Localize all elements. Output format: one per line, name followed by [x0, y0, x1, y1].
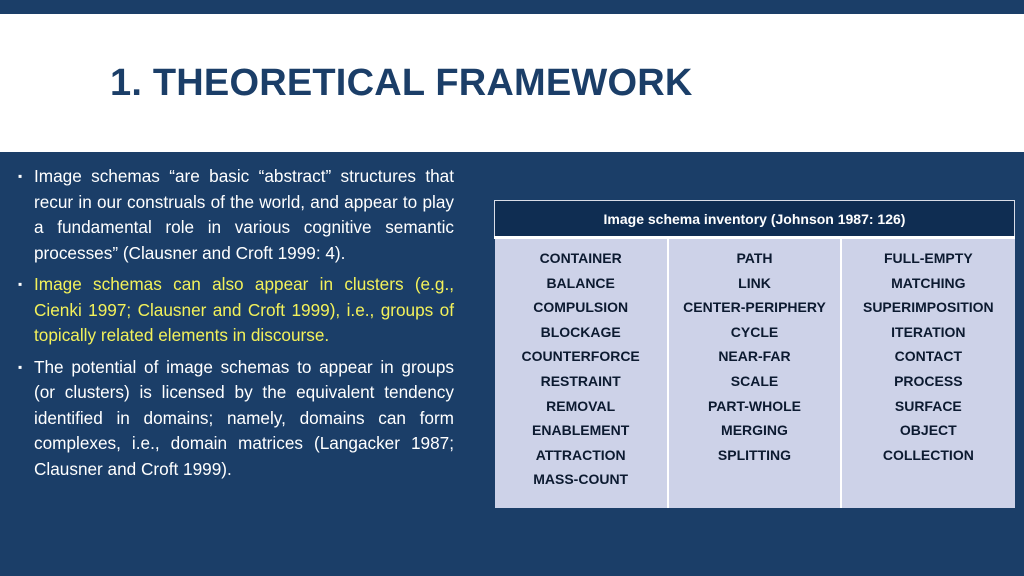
table-cell: PROCESS: [894, 372, 963, 389]
table-column-3: [841, 238, 1014, 508]
table-cell: OBJECT: [899, 422, 957, 439]
table-cell: SPLITTING: [717, 446, 792, 463]
slide-title: 1. THEORETICAL FRAMEWORK: [110, 62, 693, 104]
table-cell: BLOCKAGE: [540, 323, 621, 340]
table-cell: SURFACE: [894, 397, 962, 414]
table-cell: COLLECTION: [882, 446, 974, 463]
table-cell: MERGING: [721, 422, 788, 439]
bullet-marker-icon: ▪: [18, 169, 23, 183]
table-cell: MATCHING: [891, 274, 966, 291]
table-header: Image schema inventory (Johnson 1987: 126): [495, 201, 1015, 238]
table-cell: CONTACT: [894, 348, 963, 365]
table-cell: FULL-EMPTY: [884, 250, 973, 266]
table-cell: MASS-COUNT: [533, 471, 629, 488]
bullet-item-highlighted: [18, 272, 454, 349]
table-cell: ITERATION: [891, 323, 966, 340]
table-cell: REMOVAL: [546, 397, 616, 414]
table-cell: BALANCE: [546, 274, 615, 291]
bullet-marker-icon: ▪: [18, 277, 23, 291]
table-cell: NEAR-FAR: [718, 348, 791, 365]
bullet-list: [18, 164, 454, 488]
table-cell: SCALE: [730, 372, 779, 389]
table-cell: RESTRAINT: [540, 372, 621, 389]
table-cell: CONTAINER: [539, 250, 622, 266]
table-cell: CYCLE: [730, 323, 779, 340]
table-column-2: [668, 238, 841, 508]
top-strip: [0, 0, 1024, 14]
table-cell: PATH: [736, 250, 773, 266]
table-cell: ENABLEMENT: [532, 422, 630, 439]
bullet-marker-icon: ▪: [18, 359, 23, 374]
bullet-text: The potential of image schemas to appear in groups (or clusters) is licensed by the equivalent tendency identified in domains; namely, domains can form complexes, i.e., domain matrices (Langacker 1987; Clausner and Croft 1999).: [34, 356, 454, 479]
table-cell: COUNTERFORCE: [521, 348, 640, 365]
bullet-text: Image schemas “are basic “abstract” structures that recur in our construals of the world, and appear to play a fundamental role in various cognitive semantic processes” (Clausner and Croft 1999: 4).: [34, 166, 454, 263]
table-cell: CENTER-PERIPHERY: [683, 299, 826, 316]
table-cell: PART-WHOLE: [707, 397, 802, 414]
image-schema-table: [494, 200, 1015, 508]
table-cell: COMPULSION: [533, 299, 629, 316]
table-cell: LINK: [738, 274, 771, 291]
bullet-item: [18, 164, 454, 266]
bullet-text: Image schemas can also appear in clusters (e.g., Cienki 1997; Clausner and Croft 1999), i.e., groups of topically related elements in discourse.: [34, 274, 454, 345]
table-column-1: [495, 238, 668, 508]
bullet-item: [18, 355, 454, 483]
table-cell: ATTRACTION: [535, 446, 626, 463]
table-cell: SUPERIMPOSITION: [862, 299, 994, 316]
